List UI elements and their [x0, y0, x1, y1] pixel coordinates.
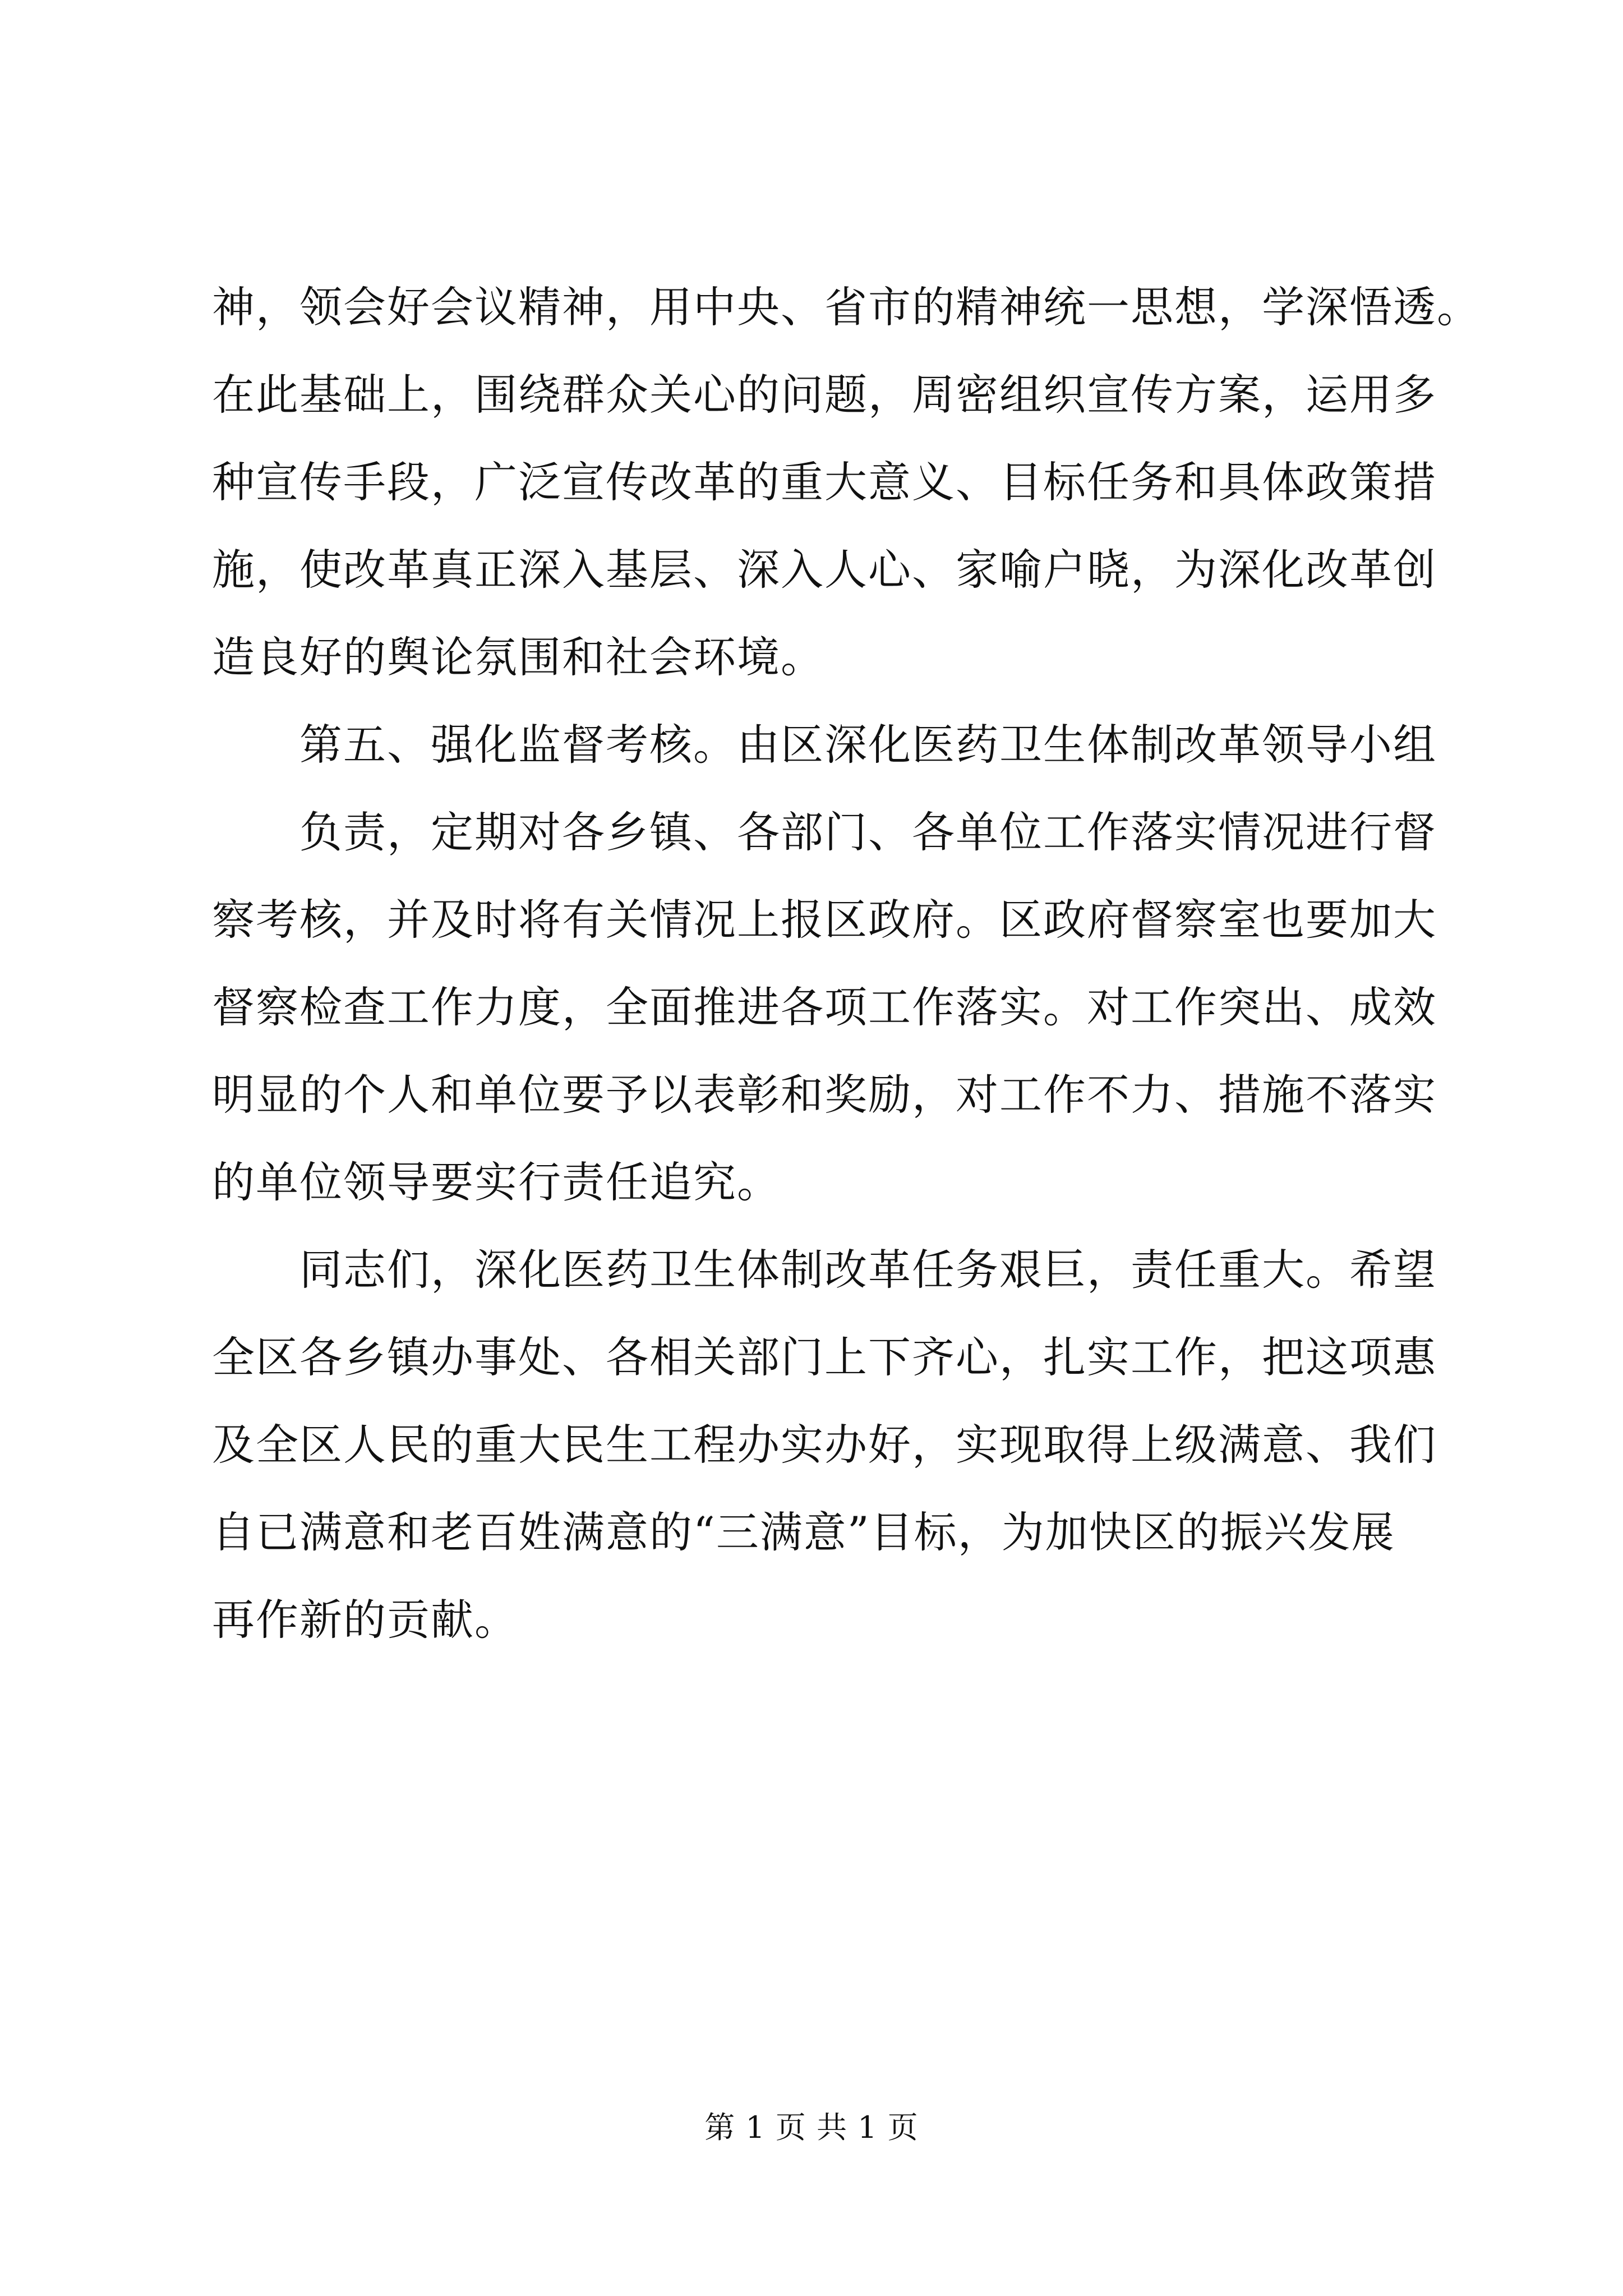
text-line: 明显的个人和单位要予以表彰和奖励，对工作不力、措施不落实 [212, 1070, 1437, 1120]
text-line: 第五、强化监督考核。由区深化医药卫生体制改革领导小组 [212, 720, 1437, 770]
text-line: 造良好的舆论氛围和社会环境。 [212, 632, 824, 682]
text-line: 种宣传手段，广泛宣传改革的重大意义、目标任务和具体政策措 [212, 457, 1437, 507]
text-line: 督察检查工作力度，全面推进各项工作落实。对工作突出、成效 [212, 982, 1437, 1032]
text-line: 及全区人民的重大民生工程办实办好，实现取得上级满意、我们 [212, 1420, 1437, 1470]
page-number-footer: 第 1 页 共 1 页 [704, 2110, 919, 2145]
document-body [212, 264, 1481, 1664]
text-line: 在此基础上，围绕群众关心的问题，周密组织宣传方案，运用多 [212, 370, 1437, 420]
text-line: 负责，定期对各乡镇、各部门、各单位工作落实情况进行督 [212, 807, 1437, 857]
text-line: 的单位领导要实行责任追究。 [212, 1157, 781, 1207]
text-line: 自已满意和老百姓满意的“三满意”目标，为加快区的振兴发展 [212, 1507, 1395, 1557]
text-line: 施，使改革真正深入基层、深入人心、家喻户晓，为深化改革创 [212, 545, 1437, 595]
text-line: 同志们，深化医药卫生体制改革任务艰巨，责任重大。希望 [212, 1245, 1437, 1295]
text-line: 神，领会好会议精神，用中央、省市的精神统一思想，学深悟透。 [212, 282, 1481, 332]
text-line: 全区各乡镇办事处、各相关部门上下齐心，扎实工作，把这项惠 [212, 1332, 1437, 1382]
text-line: 再作新的贡献。 [212, 1595, 518, 1645]
text-line: 察考核，并及时将有关情况上报区政府。区政府督察室也要加大 [212, 895, 1437, 945]
